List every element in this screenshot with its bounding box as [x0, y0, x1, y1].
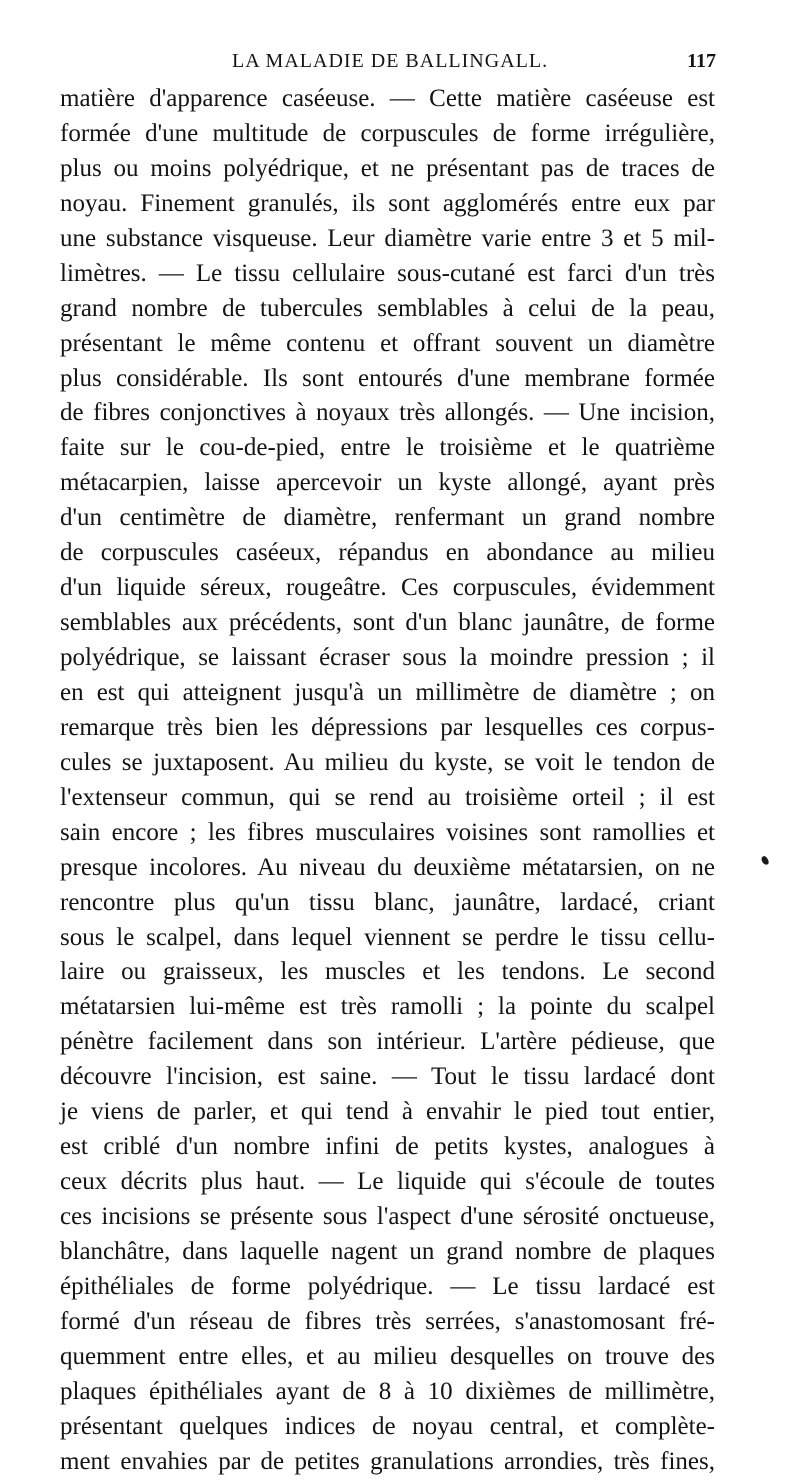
text-line: matière d'apparence caséeuse. — Cette matière caséeuse est	[60, 85, 715, 112]
text-line: présentant quelques indices de noyau central, et complète-	[60, 1412, 715, 1440]
text-line: d'un centimètre de diamètre, renfermant un grand nombre	[60, 504, 715, 532]
text-line: ment envahies par de petites granulations arrondies, très fines,	[60, 1447, 715, 1475]
text-line: l'extenseur commun, qui se rend au troisième orteil ; il est	[60, 783, 715, 811]
text-line: presque incolores. Au niveau du deuxième métatarsien, on ne	[60, 853, 715, 881]
text-line: plus ou moins polyédrique, et ne présentant pas de traces de	[60, 154, 715, 182]
text-line: est criblé d'un nombre infini de petits kystes, analogues à	[60, 1133, 715, 1161]
text-line: ces incisions se présente sous l'aspect d'une sérosité onctueuse,	[60, 1203, 715, 1230]
text-line: faite sur le cou-de-pied, entre le troisième et le quatrième	[60, 434, 715, 462]
text-line: épithéliales de forme polyédrique. — Le tissu lardacé est	[60, 1272, 715, 1300]
text-line: sain encore ; les fibres musculaires voisines sont ramollies et	[60, 818, 715, 846]
text-line: remarque très bien les dépressions par lesquelles ces corpus-	[60, 713, 715, 741]
text-line: cules se juxtaposent. Au milieu du kyste, se voit le tendon de	[60, 748, 715, 776]
text-line: présentant le même contenu et offrant souvent un diamètre	[60, 329, 715, 357]
text-line: laire ou graisseux, les muscles et les tendons. Le second	[60, 958, 715, 986]
text-line: plaques épithéliales ayant de 8 à 10 dixièmes de millimètre,	[60, 1377, 715, 1405]
text-line: de fibres conjonctives à noyaux très allongés. — Une incision,	[60, 399, 715, 427]
text-line: d'un liquide séreux, rougeâtre. Ces corpuscules, évidemment	[60, 574, 715, 602]
text-line: grand nombre de tubercules semblables à celui de la peau,	[60, 294, 715, 322]
text-line: noyau. Finement granulés, ils sont agglomérés entre eux par	[60, 189, 715, 217]
running-title: LA MALADIE DE BALLINGALL.	[232, 50, 549, 72]
text-line: pénètre facilement dans son intérieur. L'artère pédieuse, que	[60, 1028, 715, 1056]
text-line: blanchâtre, dans laquelle nagent un grand nombre de plaques	[60, 1237, 715, 1265]
text-line: en est qui atteignent jusqu'à un millimètre de diamètre ; on	[60, 678, 715, 706]
text-line: ceux décrits plus haut. — Le liquide qui s'écoule de toutes	[60, 1168, 715, 1196]
text-line: métacarpien, laisse apercevoir un kyste allongé, ayant près	[60, 469, 715, 497]
text-line: quemment entre elles, et au milieu desquelles on trouve des	[60, 1342, 715, 1370]
text-line: je viens de parler, et qui tend à envahir le pied tout entier,	[60, 1098, 715, 1126]
text-line: rencontre plus qu'un tissu blanc, jaunâtre, lardacé, criant	[60, 888, 715, 916]
text-line: semblables aux précédents, sont d'un blanc jaunâtre, de forme	[60, 609, 715, 637]
text-line: formée d'une multitude de corpuscules de forme irrégulière,	[60, 119, 715, 147]
text-line: plus considérable. Ils sont entourés d'une membrane formée	[60, 364, 715, 392]
text-line: une substance visqueuse. Leur diamètre varie entre 3 et 5 mil-	[60, 224, 715, 252]
text-line: découvre l'incision, est saine. — Tout le tissu lardacé dont	[60, 1063, 715, 1091]
text-line: limètres. — Le tissu cellulaire sous-cutané est farci d'un très	[60, 259, 715, 287]
text-line: sous le scalpel, dans lequel viennent se perdre le tissu cellu-	[60, 923, 715, 951]
text-line: formé d'un réseau de fibres très serrées, s'anastomosant fré-	[60, 1307, 715, 1335]
text-line: de corpuscules caséeux, répandus en abondance au milieu	[60, 539, 715, 567]
text-line: polyédrique, se laissant écraser sous la moindre pression ; il	[60, 644, 715, 671]
page-number: 117	[687, 50, 716, 72]
body-text	[60, 82, 715, 1480]
ink-speck	[760, 855, 769, 866]
text-line: métatarsien lui-même est très ramolli ; la pointe du scalpel	[60, 993, 715, 1021]
running-head	[232, 50, 716, 76]
